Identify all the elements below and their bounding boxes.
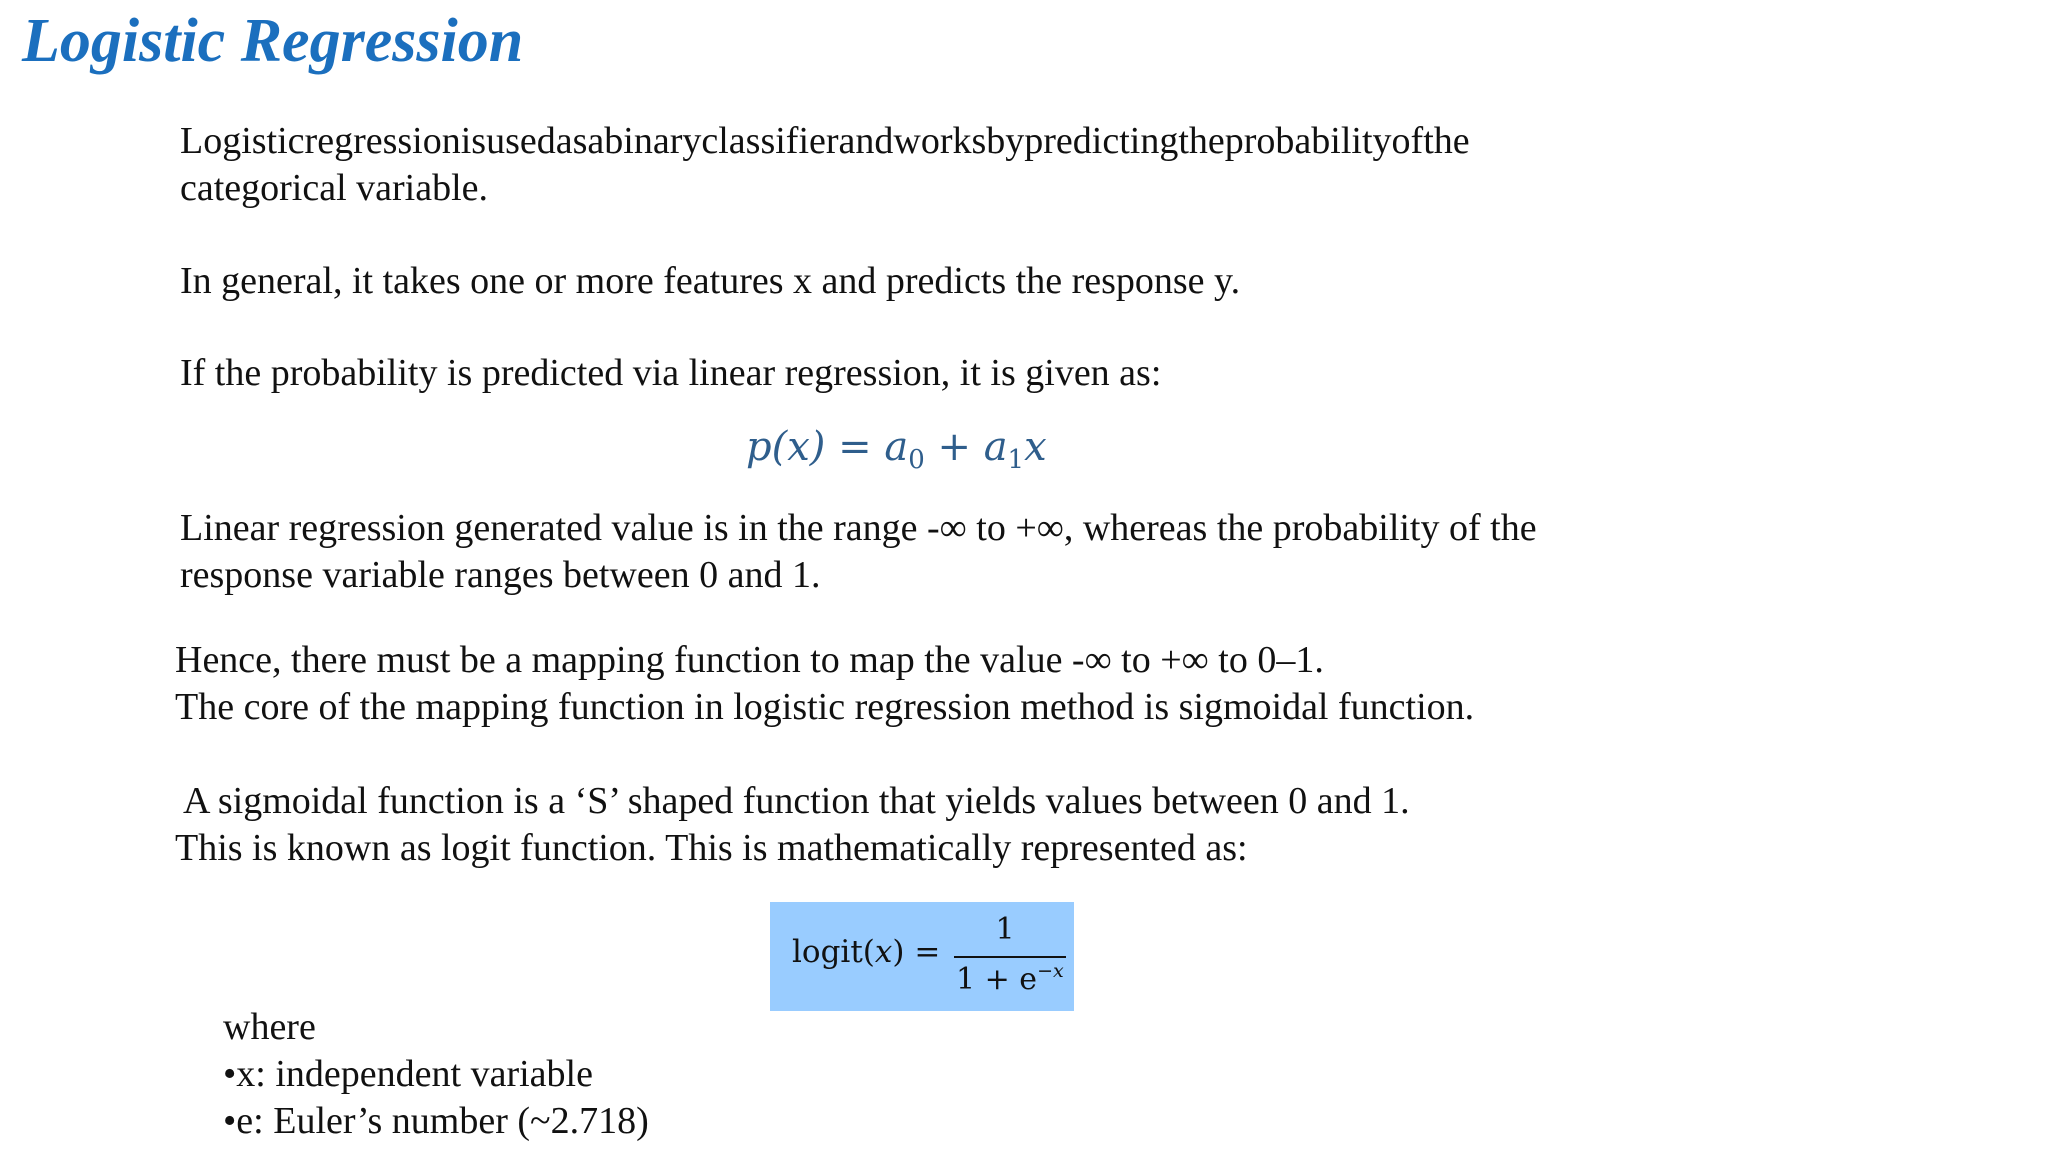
word: is: [460, 120, 487, 162]
paragraph-sigmoid: [175, 778, 1410, 872]
paragraph-line: This is known as logit function. This is mathematically represented as:: [175, 827, 1248, 869]
paragraph-line: Hence, there must be a mapping function to map the value -∞ to +∞ to 0–1.: [175, 639, 1324, 681]
paragraph-line: categorical variable.: [180, 167, 489, 209]
paragraph-linear-regression: [180, 350, 1161, 397]
paragraph-line: In general, it takes one or more features x and predicts the response y.: [180, 260, 1241, 302]
paragraph-line: Linear regression generated value is in the range -∞ to +∞, whereas the probability of the: [180, 507, 1537, 549]
slide-title: Logistic Regression: [22, 7, 524, 75]
paragraph-line: response variable ranges between 0 and 1.: [180, 554, 821, 596]
word: used: [486, 120, 556, 162]
word: probability: [1224, 120, 1392, 162]
fraction-bar: [954, 956, 1066, 958]
justified-line: [180, 118, 1725, 165]
paragraph-features: [180, 258, 1240, 305]
logit-fn-name: logit: [792, 934, 863, 970]
word: classifier: [701, 120, 839, 162]
logit-lhs: logit(x) =: [792, 934, 941, 970]
word: by: [986, 120, 1025, 162]
eq1-a0: a: [884, 424, 909, 470]
logit-equation-box: [770, 902, 1074, 1011]
logit-numerator: 1: [995, 912, 1015, 947]
where-item-e: •e: Euler’s number (~2.718): [223, 1100, 649, 1142]
word: regression: [304, 120, 461, 162]
paragraph-line: A sigmoidal function is a ‘S’ shaped function that yields values between 0 and 1.: [183, 780, 1410, 822]
word: predicting: [1024, 120, 1179, 162]
denominator-exponent: −x: [1037, 960, 1064, 982]
eq1-equals: =: [838, 424, 872, 470]
paragraph-range: [180, 505, 1537, 599]
word: binary: [604, 120, 702, 162]
denominator-base: 1 + e: [956, 962, 1038, 997]
eq1-a1-subscript: 1: [1007, 445, 1025, 475]
logit-denominator: [956, 960, 1064, 997]
eq1-x: x: [1024, 424, 1047, 470]
linear-regression-equation: [746, 424, 1047, 475]
eq1-a0-subscript: 0: [908, 445, 925, 475]
logit-arg: x: [874, 934, 893, 970]
where-item-x: •x: independent variable: [223, 1053, 593, 1095]
word: and: [838, 120, 894, 162]
where-label: where: [223, 1006, 316, 1048]
eq1-plus: +: [937, 424, 971, 470]
word: as: [555, 120, 588, 162]
word: a: [587, 120, 605, 162]
word: Logistic: [180, 120, 305, 162]
word: the: [1178, 120, 1225, 162]
paragraph-line: The core of the mapping function in logistic regression method is sigmoidal function.: [175, 686, 1475, 728]
paragraph-line: If the probability is predicted via linear regression, it is given as:: [180, 352, 1162, 394]
word: of: [1391, 120, 1424, 162]
paragraph-mapping: [175, 637, 1474, 731]
paragraph-binary-classifier: [180, 118, 1725, 212]
eq1-lhs: p(x): [746, 424, 826, 470]
word: the: [1423, 120, 1470, 162]
eq1-a1: a: [983, 424, 1008, 470]
where-block: [223, 1004, 649, 1145]
logit-equals: =: [914, 934, 941, 970]
word: works: [893, 120, 987, 162]
